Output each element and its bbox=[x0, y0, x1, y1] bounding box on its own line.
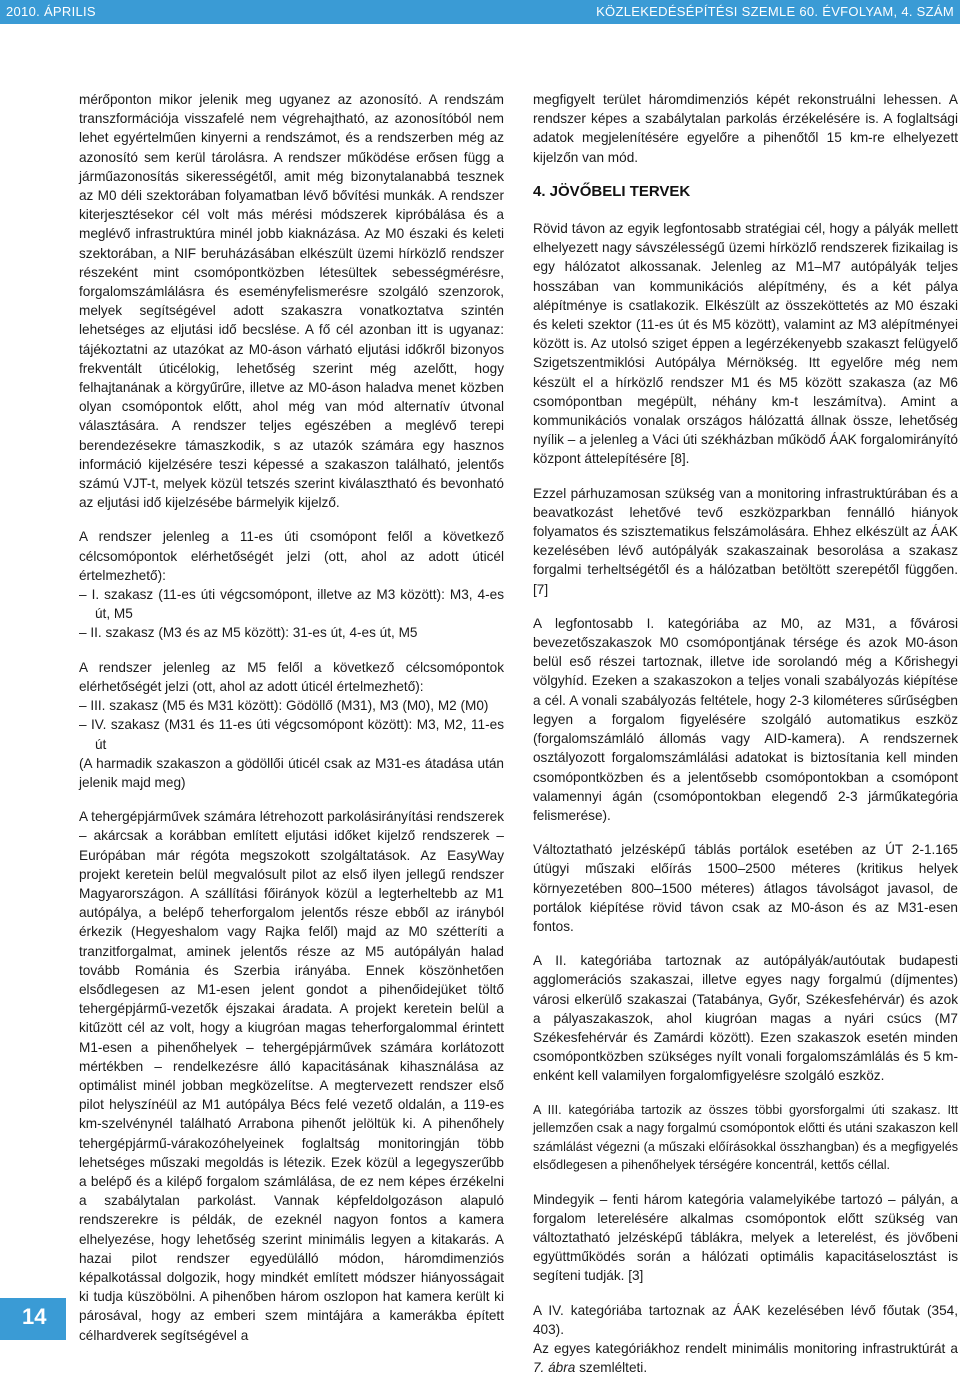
page-number-tab bbox=[0, 1298, 66, 1340]
text-run: szemlélteti. bbox=[575, 1360, 648, 1376]
list-note: (A harmadik szakaszon a gödöllői úticél csak az M31-es átadása után jelenik majd meg) bbox=[79, 755, 504, 790]
figure-reference: 7. ábra bbox=[533, 1360, 576, 1376]
paragraph: A legfontosabb I. kategóriába az M0, az M31, a fővárosi bevezetőszakaszok M0 csomópontjának térsége és azok M0-áson belül eső részei tartoznak, illetve ide sorolandó még a Kőrishegyi völgyhíd. Ezeken a szakaszokon a teljes vonali szabályozás kiépítése a cél. A vonali szabályozás feltétele, hogy 2-3 kilométeres sűrűségben legyen a forgalom figyelésére szolgáló automatikus eszköz (forgalomszámláló állomás vagy AID-kamera). A rendszernek osztályozott forgalomszámlálási adatokat is biztosítania kell minden csomópontközben és a jelentősebb csomópontokban a csomópont valamennyi ágán (csomópontokban elegendő 2-3 járműkategória felismerése). bbox=[533, 615, 958, 823]
paragraph: Változtatható jelzésképű táblás portálok esetében az ÚT 2-1.165 útügyi műszaki előírás 1500–2500 méteres (kritikus helyek környezetében 800–1500 méteres) átlagos távolságot javasol, de portálok kiépítése rövid távon csak az M0-áson és az M31-esen fontos. bbox=[533, 842, 958, 934]
paragraph: A rendszer jelenleg az M5 felől a következő célcsomópontok elérhetőségét jelzi (ott, ahol az adott úticél értelmezhető): bbox=[79, 659, 504, 694]
paragraph: mérőponton mikor jelenik meg ugyanez az azonosító. A rendszám transzformációja visszafelé nem végrehajtható, az azonosítóból nem lehet egyértelműen kinyerni a rendszámot, és a rendszerben még az azonosító sem kerül tárolásra. A rendszer működése erősen függ a járműazonosítás sikerességétől, amit még bizonytalanabbá tesznek az M0 déli szektorában folyamatban lévő bővítési munkák. A rendszer kiterjesztésekor cél volt más mérési módszerek kipróbálása és a meglévő infrastruktúra minél jobb kiaknázása. Az M0 északi és keleti szektorában, a NIF beruházásában elkészült üzemi hírközlő rendszer részeként mint csomópontközben létesültek sebességmérésre, forgalomszámlálásra és eseményfelismerésre szolgáló szenzorok, melyek segítségével adott szakaszra vonatkoztatva szintén lehetséges az eljutási idő becslése. A fő cél azonban itt is ugyanaz: tájékoztatni az utazókat az M0-áson várható eljutási időkről bizonyos frekventált úticélokig, lehetőség szerint még azelőtt, hogy felhajtanának a körgyűrűre, illetve az M0-áson haladva menet közben olyan csomópontok előtt, ahol még van mód alternatív útvonal választására. A rendszer teljes egészében a meglévő terepi berendezésekre támaszkodik, s az utazók számára egy hasznos információ kijelzésére teszi képessé a szakaszon található, jelentős számú VJT-t, melyek közül tetszés szerint kiválasztható és bevonható az eljutási idő kijelzésébe bármelyik kijelző. bbox=[79, 92, 504, 511]
paragraph: Ezzel párhuzamosan szükség van a monitoring infrastruktúrában és a beavatkozást lehetővé tevő eszközparkban fennálló hiányok folyamatos és szisztematikus felszámolására. Ehhez elkészült az ÁAK kezelésében lévő autópályák szakaszainak besorolása a szakasz forgalmi terheltségétől és a hálózatban betöltött szerepétől függően. [7] bbox=[533, 485, 958, 597]
header-date: 2010. ÁPRILIS bbox=[6, 4, 96, 19]
paragraph bbox=[533, 1339, 958, 1377]
paragraph: A rendszer jelenleg a 11-es úti csomópont felől a következő célcsomópontok elérhetőségét jelzi (ott, ahol az adott úticél értelmezhető): bbox=[79, 529, 504, 583]
header-journal: KÖZLEKEDÉSÉPÍTÉSI SZEMLE 60. ÉVFOLYAM, 4. SZÁM bbox=[596, 4, 954, 19]
list-item: – II. szakasz (M3 és az M5 között): 31-es út, 4-es út, M5 bbox=[79, 625, 418, 641]
page-number: 14 bbox=[22, 1304, 47, 1329]
running-header bbox=[0, 0, 960, 24]
paragraph: A tehergépjárművek számára létrehozott parkolásirányítási rendszerek – akárcsak a korábban említett eljutási időket kijelző rendszerek – Európában már régóta megszokott szolgáltatások. Az EasyWay projekt keretein belül megvalósult pilot az első ilyen jellegű rendszer Magyarországon. A szállítási főirányok közül a legterheltebb az M1 autópálya, a belépő teherforgalom jelentős része ebből az irányból érkezik (Hegyeshalom vagy Rajka felől) majd az M0 szétteríti a tranzitforgalmat, aminek jelentős része az M5 autópályán halad tovább Románia és Szerbia irányába. Ennek köszönhetően elsődlegesen az M1-esen jelent gondot a pihenőidejüket töltő tehergépjármű-vezetők éjszakai áradata. A projekt keretein belül a kitűzött cél az volt, hogy a kiugróan magas teherforgalommal érintett M1-esen a pihenőhelyek – tehergépjárművek számára korlátozott mértékben – rendelkezésre álló kapacitásának kihasználása az optimálist minél jobban megközelítse. A megtervezett rendszer első pilot helyszínéül az M1 autópálya Bécs felé vezető oldalán, a 119-es km-szelvénynél található Arrabona pihenőt jelöltük ki. A pihenőhely tehergépjármű-várakozóhelyeinek foglaltság monitoringján több lehetséges műszaki megoldás is létezik. Ezek közül a legegyszerűbb a belépő és a kilépő forgalom számlálása, de ez nem képes érzékelni a szabálytalan parkolást. Vannak képfeldolgozáson alapuló rendszerekre is példák, de ezeknél nagyon fontos a kamera elhelyezése, hogy lehetőség szerint minimális legyen a kitakarás. A hazai pilot rendszer egyedülálló módon, háromdimenziós képalkotással dolgozik, hogy mindkét említett módszer hiányosságait ki tudja küszöbölni. A pihenőben három oszlopon hat kamera került ki párosával, hogy az emberi szem mintájára a kamerákba épített célhardverek segítségével a bbox=[79, 809, 504, 1343]
paragraph: megfigyelt terület háromdimenziós képét rekonstruálni lehessen. A rendszer képes a szabálytalan parkolás érzékelésére is. A foglaltsági adatok megjelenítésére egyelőre a pihenőtől 15 km-re elhelyezett kijelzőn van mód. bbox=[533, 92, 958, 165]
right-column bbox=[533, 90, 958, 1376]
paragraph: Mindegyik – fenti három kategória valamelyikébe tartozó – pályán, a forgalom leterelésére alkalmas csomópontok előtt szükség van változtatható jelzésképű táblákra, melyek a leterelést, és jövőbeni együttműködés során a hálózati optimális kapacitáselosztást is segíteni tudják. [3] bbox=[533, 1191, 958, 1284]
text-run: Az egyes kategóriákhoz rendelt minimális monitoring infrastruktúrát a bbox=[533, 1340, 958, 1356]
list-item: – I. szakasz (11-es úti végcsomópont, illetve az M3 között): M3, 4-es út, M5 bbox=[79, 587, 504, 622]
left-column bbox=[79, 90, 504, 1343]
list-item: – III. szakasz (M5 és M31 között): Gödöllő (M31), M3 (M0), M2 (M0) bbox=[79, 698, 489, 714]
section-list bbox=[79, 585, 504, 643]
paragraph: A II. kategóriába tartoznak az autópályák/autóutak budapesti agglomerációs szakaszai, illetve egyes nagy forgalmú (díjmentes) városi elkerülő szakaszai (Tatabánya, Győr, Székesfehérvár) és azok a pályaszakaszok, ahol kiugróan magas a nyári csúcs (M7 Székesfehérvár és Zamárdi között). Ezen szakaszok esetén minden csomópontközben szükséges nyílt vonali forgalomszámlálás és 5 km-enként kell valamilyen forgalomfigyelésre szolgáló eszköz. bbox=[533, 953, 958, 1084]
paragraph: A III. kategóriába tartozik az összes többi gyorsforgalmi úti szakasz. Itt jellemzően csak a nagy forgalmú csomópontok előtti és utáni szakaszon kell számlálást végezni (a műszaki előírásokkal összhangban) és a megfigyelés elsődlegesen a pihenőhelyek térségére koncentrál, kettős céllal. bbox=[533, 1102, 958, 1173]
section-list bbox=[79, 696, 504, 792]
section-heading: 4. JÖVŐBELI TERVEK bbox=[533, 182, 691, 200]
paragraph: A IV. kategóriába tartoznak az ÁAK kezelésében lévő főutak (354, 403). bbox=[533, 1302, 958, 1337]
paragraph: Rövid távon az egyik legfontosabb stratégiai cél, hogy a pályák mellett elhelyezett nagy sávszélességű üzemi hírközlő rendszerek fizikailag is egy hálózatot alkossanak. Jelenleg az M1–M7 autópályák teljes hosszában van kommunikációs alépítmény, és a két pálya alépítménye is csatlakozik. Elkészült az összeköttetés az M0 északi és keleti szektor (11-es út és M5 között), valamint az M3 alépítményei között is. Az utolsó sziget éppen a legérzékenyebb szakaszt felügyelő Szigetszentmiklósi Autópálya Mérnökség. Itt egyelőre még nem készült el a hírközlő rendszer M1 és M5 között szakasza (az M6 csomópontban megépült, néhány km-t leszámítva). Amint a kommunikációs vonalak országos hálózattá állnak össze, lehetőség nyílik – a jelenleg a Váci úti székházban működő ÁAK forgalomirányító központ áttelepítésére [8]. bbox=[533, 221, 958, 467]
list-item: – IV. szakasz (M31 és 11-es úti végcsomópont között): M3, M2, 11-es út bbox=[79, 717, 504, 752]
